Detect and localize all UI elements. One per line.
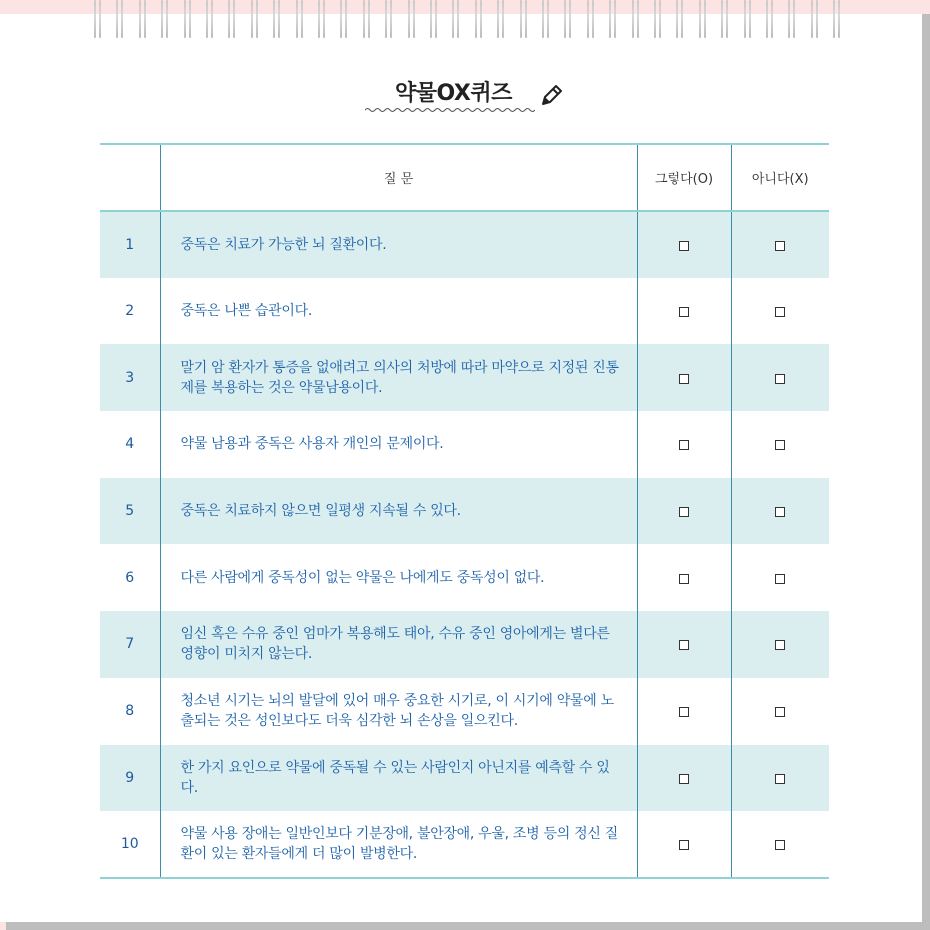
question-text: 말기 암 환자가 통증을 없애려고 의사의 처방에 따라 마약으로 지정된 진통제를 복용하는 것은 약물남용이다. [160, 344, 637, 411]
binding-ring [496, 0, 507, 38]
table-row [100, 411, 829, 478]
question-number: 3 [100, 344, 160, 411]
yes-checkbox[interactable] [679, 774, 689, 784]
yes-checkbox[interactable] [679, 440, 689, 450]
binding-ring [272, 0, 283, 38]
binding-ring [810, 0, 821, 38]
table-row [100, 745, 829, 812]
question-text: 약물 사용 장애는 일반인보다 기분장애, 불안장애, 우울, 조병 등의 정신 질환이 있는 환자들에게 더 많이 발병한다. [160, 811, 637, 878]
header-question: 질 문 [160, 144, 637, 211]
binding-ring [384, 0, 395, 38]
question-number: 5 [100, 478, 160, 545]
page-shadow-bottom [6, 922, 930, 930]
question-text: 임신 혹은 수유 중인 엄마가 복용해도 태아, 수유 중인 영아에게는 별다른 영향이 미치지 않는다. [160, 611, 637, 678]
binding-ring [205, 0, 216, 38]
binding-ring [160, 0, 171, 38]
binding-ring [698, 0, 709, 38]
binding-ring [429, 0, 440, 38]
header-no: 아니다(X) [731, 144, 829, 211]
binding-ring [586, 0, 597, 38]
no-checkbox[interactable] [775, 374, 785, 384]
question-number: 10 [100, 811, 160, 878]
table-row [100, 678, 829, 745]
question-number: 4 [100, 411, 160, 478]
binding-ring [765, 0, 776, 38]
question-number: 8 [100, 678, 160, 745]
table-header-row [100, 144, 829, 211]
yes-checkbox[interactable] [679, 640, 689, 650]
page-shadow-right [922, 14, 930, 930]
question-text: 다른 사람에게 중독성이 없는 약물은 나에게도 중독성이 없다. [160, 544, 637, 611]
table-row [100, 211, 829, 278]
no-checkbox[interactable] [775, 507, 785, 517]
spiral-binding [0, 0, 930, 40]
binding-ring [317, 0, 328, 38]
question-text: 청소년 시기는 뇌의 발달에 있어 매우 중요한 시기로, 이 시기에 약물에 노출되는 것은 성인보다도 더욱 심각한 뇌 손상을 일으킨다. [160, 678, 637, 745]
header-number [100, 144, 160, 211]
binding-ring [451, 0, 462, 38]
question-number: 9 [100, 745, 160, 812]
no-checkbox[interactable] [775, 440, 785, 450]
yes-checkbox[interactable] [679, 307, 689, 317]
no-checkbox[interactable] [775, 840, 785, 850]
binding-ring [250, 0, 261, 38]
question-text: 중독은 나쁜 습관이다. [160, 278, 637, 345]
binding-ring [474, 0, 485, 38]
binding-ring [653, 0, 664, 38]
table-row [100, 478, 829, 545]
binding-ring [407, 0, 418, 38]
binding-ring [339, 0, 350, 38]
table-row [100, 544, 829, 611]
table-row [100, 811, 829, 878]
question-number: 6 [100, 544, 160, 611]
title-block [365, 72, 575, 120]
binding-ring [563, 0, 574, 38]
binding-ring [631, 0, 642, 38]
question-text: 약물 남용과 중독은 사용자 개인의 문제이다. [160, 411, 637, 478]
yes-checkbox[interactable] [679, 507, 689, 517]
table-row [100, 278, 829, 345]
binding-ring [362, 0, 373, 38]
binding-ring [675, 0, 686, 38]
no-checkbox[interactable] [775, 574, 785, 584]
no-checkbox[interactable] [775, 640, 785, 650]
no-checkbox[interactable] [775, 774, 785, 784]
wavy-underline [365, 106, 535, 114]
no-checkbox[interactable] [775, 307, 785, 317]
header-yes: 그렇다(O) [637, 144, 731, 211]
table-row [100, 611, 829, 678]
ox-quiz-table [100, 143, 829, 879]
binding-ring [115, 0, 126, 38]
binding-ring [295, 0, 306, 38]
binding-ring [720, 0, 731, 38]
binding-ring [541, 0, 552, 38]
binding-ring [93, 0, 104, 38]
no-checkbox[interactable] [775, 241, 785, 251]
binding-ring [743, 0, 754, 38]
question-number: 7 [100, 611, 160, 678]
binding-ring [519, 0, 530, 38]
binding-ring [832, 0, 843, 38]
yes-checkbox[interactable] [679, 374, 689, 384]
question-number: 2 [100, 278, 160, 345]
yes-checkbox[interactable] [679, 241, 689, 251]
yes-checkbox[interactable] [679, 840, 689, 850]
yes-checkbox[interactable] [679, 574, 689, 584]
table-row [100, 344, 829, 411]
question-text: 한 가지 요인으로 약물에 중독될 수 있는 사람인지 아닌지를 예측할 수 있다. [160, 745, 637, 812]
binding-ring [608, 0, 619, 38]
binding-ring [183, 0, 194, 38]
binding-ring [138, 0, 149, 38]
binding-ring [227, 0, 238, 38]
question-text: 중독은 치료하지 않으면 일평생 지속될 수 있다. [160, 478, 637, 545]
question-text: 중독은 치료가 가능한 뇌 질환이다. [160, 211, 637, 278]
binding-ring [787, 0, 798, 38]
no-checkbox[interactable] [775, 707, 785, 717]
yes-checkbox[interactable] [679, 707, 689, 717]
page-title: 약물OX퀴즈 [395, 81, 512, 106]
question-number: 1 [100, 211, 160, 278]
pencil-icon [539, 82, 565, 108]
